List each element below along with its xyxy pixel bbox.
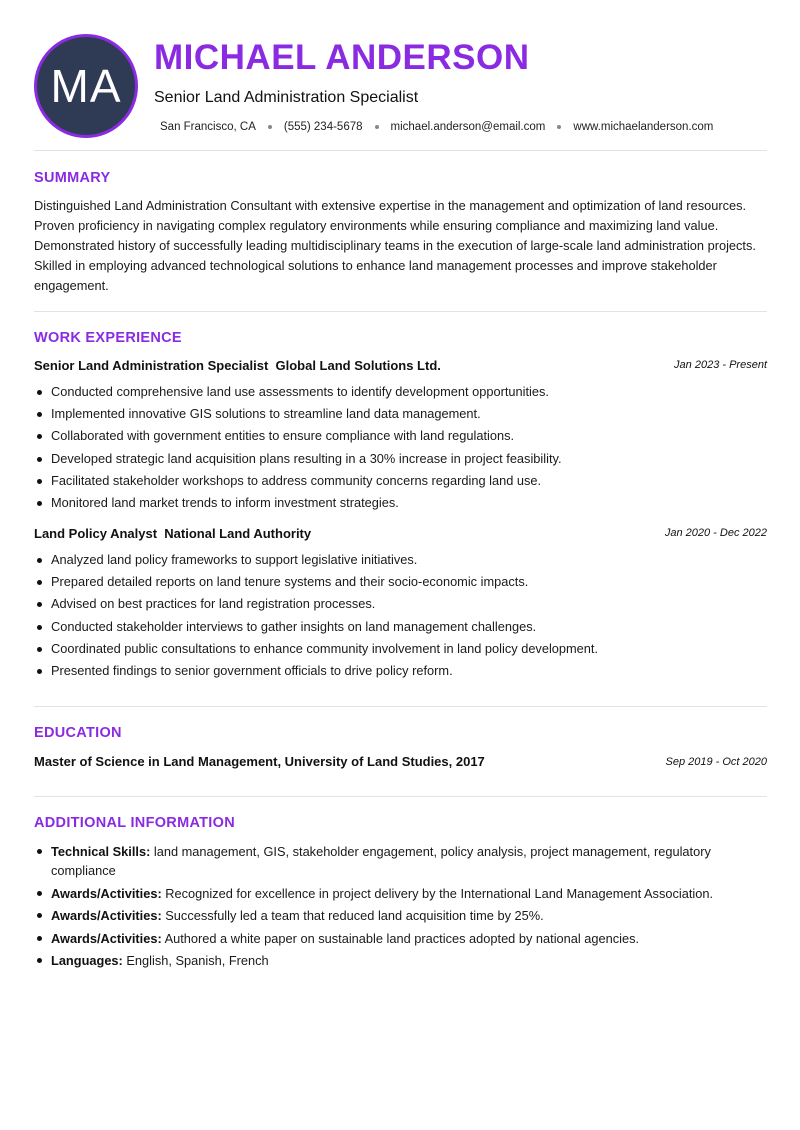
list-item: Monitored land market trends to inform investment strategies. [34,492,767,514]
job-bullet-list [34,549,767,682]
info-label: Languages: [51,953,123,968]
list-item [34,842,767,880]
contact-phone: (555) 234-5678 [283,121,363,133]
contact-bar [160,121,713,133]
info-label: Technical Skills: [51,844,151,859]
job-bullet-list [34,381,767,514]
section-divider [34,706,767,707]
job-title: Land Policy Analyst National Land Authority [34,526,312,541]
job-header [34,358,767,376]
info-label: Awards/Activities: [51,930,162,946]
list-item: Conducted comprehensive land use assessments to identify development opportunities. [34,381,767,403]
section-divider [34,150,767,151]
list-item: Coordinated public consultations to enhance community involvement in land policy development. [34,638,767,660]
info-label: Awards/Activities: [51,885,162,901]
resume-header [0,0,800,150]
job-title: Senior Land Administration Specialist Global Land Solutions Ltd. [34,358,441,373]
list-item [34,884,767,903]
section-divider [34,796,767,797]
list-item [34,951,767,970]
list-item: Advised on best practices for land registration processes. [34,593,767,615]
info-text: English, Spanish, French [122,953,269,968]
education-date: Sep 2019 - Oct 2020 [665,756,767,768]
list-item: Presented findings to senior government officials to drive policy reform. [34,660,767,682]
contact-website[interactable]: www.michaelanderson.com [573,121,714,133]
list-item: Collaborated with government entities to ensure compliance with land regulations. [34,425,767,447]
info-text: Recognized for excellence in project delivery by the International Land Management Association. [161,885,714,901]
contact-location: San Francisco, CA [160,121,256,133]
education-heading: EDUCATION [34,725,122,741]
list-item [34,929,767,948]
info-text: land management, GIS, stakeholder engagement, policy analysis, project management, regulatory compliance [51,844,711,878]
job-header [34,526,767,544]
separator-dot-icon [557,125,561,129]
additional-info-list [34,842,767,974]
avatar: MA [34,34,138,138]
separator-dot-icon [268,125,272,129]
job-date: Jan 2020 - Dec 2022 [664,527,767,539]
info-text: Successfully led a team that reduced land acquisition time by 25%. [161,908,544,923]
section-divider [34,311,767,312]
separator-dot-icon [375,125,379,129]
list-item: Conducted stakeholder interviews to gather insights on land management challenges. [34,616,767,638]
list-item [34,906,767,925]
contact-email[interactable]: michael.anderson@email.com [390,121,546,133]
list-item: Analyzed land policy frameworks to support legislative initiatives. [34,549,767,571]
candidate-headline: Senior Land Administration Specialist [154,89,419,106]
job-date: Jan 2023 - Present [674,359,767,371]
additional-info-heading: ADDITIONAL INFORMATION [34,815,235,831]
info-label: Awards/Activities: [51,908,162,923]
list-item: Prepared detailed reports on land tenure systems and their socio-economic impacts. [34,571,767,593]
education-degree: Master of Science in Land Management, University of Land Studies, 2017 [34,754,485,769]
list-item: Implemented innovative GIS solutions to streamline land data management. [34,403,767,425]
info-text: Authored a white paper on sustainable land practices adopted by national agencies. [161,930,640,946]
summary-text: Distinguished Land Administration Consultant with extensive expertise in the management and optimization of land resources. Proven proficiency in navigating complex regulatory environments while ensuring compliance and maximizing land value. Demonstrated history of successfully leading multidisciplinary teams in the execution of large-scale land administration projects. Skilled in employing advanced technological solutions to enhance land management processes and improve stakeholder engagement. [34,198,756,293]
summary-heading: SUMMARY [34,170,111,186]
candidate-name: MICHAEL ANDERSON [154,38,530,77]
list-item: Developed strategic land acquisition plans resulting in a 30% increase in project feasibility. [34,448,767,470]
list-item: Facilitated stakeholder workshops to address community concerns regarding land use. [34,470,767,492]
experience-heading: WORK EXPERIENCE [34,330,182,346]
